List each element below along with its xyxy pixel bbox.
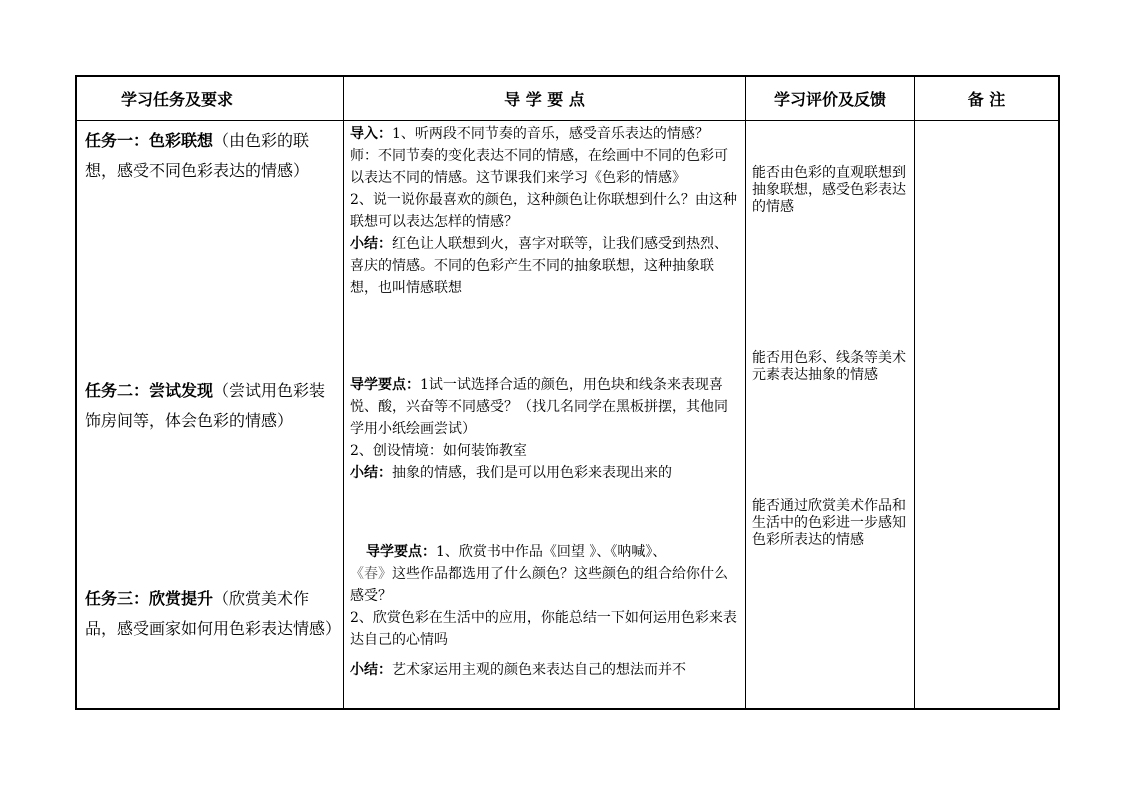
guide-3-lead-label: 导学要点： [366, 544, 436, 560]
guide-2-summary-text: 抽象的情感，我们是可以用色彩来表现出来的 [392, 465, 672, 481]
notes-cell [915, 121, 1059, 709]
guide-1-summary-text: 红色让人联想到火，喜字对联等，让我们感受到热烈、喜庆的情感。不同的色彩产生不同的抽象联想，这种抽象联想，也叫情感联想 [350, 236, 728, 296]
task-1-title: 任务一：色彩联想 [85, 131, 214, 150]
task-3-title: 任务三：欣赏提升 [85, 589, 214, 608]
guide-2-summary [350, 462, 739, 484]
table-body-row [77, 121, 1059, 709]
guide-section-2 [344, 374, 745, 484]
guide-1-lead [350, 123, 739, 145]
header-evaluation: 学习评价及反馈 [746, 77, 915, 121]
guide-3-summary-text: 艺术家运用主观的颜色来表达自己的想法而并不 [392, 662, 686, 678]
header-notes: 备 注 [915, 77, 1059, 121]
guide-3-lead-text-b: 《春》 [350, 566, 392, 582]
guide-3-lead-cont [350, 563, 739, 607]
evaluation-1: 能否由色彩的直观联想到抽象联想，感受色彩表达的情感 [752, 165, 906, 215]
guide-1-summary-label: 小结： [350, 236, 392, 252]
guide-2-summary-label: 小结： [350, 465, 392, 481]
guide-2-lead [350, 374, 739, 440]
guide-cell [344, 121, 746, 709]
evaluation-2: 能否用色彩、线条等美术元素表达抽象的情感 [752, 350, 906, 383]
evaluation-3: 能否通过欣赏美术作品和生活中的色彩进一步感知色彩所表达的情感 [752, 498, 906, 548]
task-2-title: 任务二：尝试发现 [85, 381, 214, 400]
guide-2-question-2: 2、创设情境：如何装饰教室 [350, 443, 527, 459]
guide-3-lead-text-c: 这些作品都选用了什么颜色？这些颜色的组合给你什么感受？ [350, 566, 728, 604]
task-2-desc: （尝试用色彩装饰房间等，体会色彩的情感） [85, 381, 326, 430]
guide-3-lead [350, 541, 739, 563]
guide-1-teacher: 师：不同节奏的变化表达不同的情感，在绘画中不同的色彩可以表达不同的情感。这节课我们来学习《色彩的情感》 [350, 148, 728, 186]
guide-3-summary [350, 659, 739, 681]
evaluation-cell [746, 121, 915, 709]
guide-section-1 [344, 123, 745, 299]
guide-1-summary [350, 233, 739, 299]
task-3 [77, 584, 343, 644]
guide-1-question-2: 2、说一说你最喜欢的颜色，这种颜色让你联想到什么？由这种联想可以表达怎样的情感？ [350, 192, 737, 230]
guide-section-3 [344, 541, 745, 681]
lesson-plan-table [75, 75, 1060, 710]
guide-3-question-2: 2、欣赏色彩在生活中的应用，你能总结一下如何运用色彩来表达自己的心情吗 [350, 610, 737, 648]
tasks-cell [77, 121, 344, 709]
guide-1-lead-label: 导入： [350, 126, 392, 142]
guide-3-summary-label: 小结： [350, 662, 392, 678]
header-tasks: 学习任务及要求 [77, 77, 344, 121]
task-1-desc: （由色彩的联想，感受不同色彩表达的情感） [85, 131, 310, 180]
guide-2-lead-text: 1试一试选择合适的颜色，用色块和线条来表现喜悦、酸，兴奋等不同感受？（找几名同学在黑板拼摆，其他同学用小纸绘画尝试） [350, 377, 728, 437]
table-header-row [77, 77, 1059, 121]
guide-2-lead-label: 导学要点： [350, 377, 420, 393]
task-2 [77, 376, 343, 436]
guide-1-lead-text: 1、听两段不同节奏的音乐，感受音乐表达的情感？ [392, 126, 709, 142]
task-1 [77, 126, 343, 186]
header-guide: 导 学 要 点 [344, 77, 746, 121]
guide-3-lead-text-a: 1、欣赏书中作品《回望 》、《呐喊》、 [436, 544, 667, 560]
task-3-desc: （欣赏美术作品，感受画家如何用色彩表达情感） [85, 589, 342, 638]
